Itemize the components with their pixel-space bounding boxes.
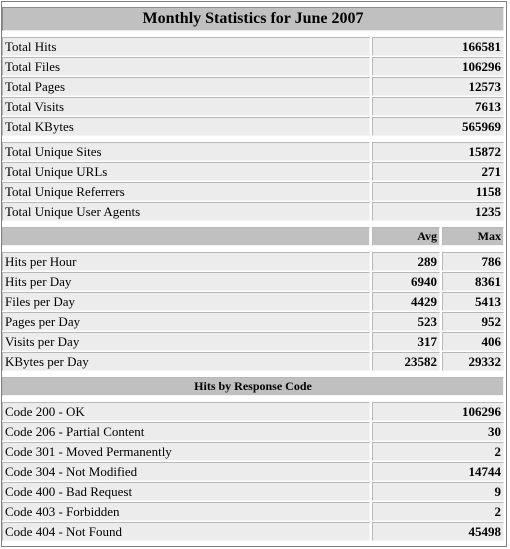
row-value: 9	[372, 482, 504, 501]
row-value: 271	[372, 162, 504, 181]
row-avg-value: 289	[372, 252, 440, 271]
row-label: Code 206 - Partial Content	[2, 422, 370, 441]
row-label: Total Hits	[2, 37, 370, 56]
response-code-section-header: Hits by Response Code	[2, 377, 504, 396]
table-row	[2, 162, 504, 181]
table-row	[2, 77, 504, 96]
table-row	[2, 57, 504, 76]
avg-column-header: Avg	[372, 227, 440, 246]
row-value: 166581	[372, 37, 504, 56]
row-label: Pages per Day	[2, 312, 370, 331]
table-row	[2, 97, 504, 116]
table-row	[2, 292, 504, 311]
table-row	[2, 182, 504, 201]
row-max-value: 5413	[442, 292, 504, 311]
row-label: Code 304 - Not Modified	[2, 462, 370, 481]
table-row	[2, 272, 504, 291]
table-row	[2, 117, 504, 136]
row-label: Hits per Day	[2, 272, 370, 291]
row-value: 565969	[372, 117, 504, 136]
row-label: Total Files	[2, 57, 370, 76]
row-label: Total Pages	[2, 77, 370, 96]
table-row	[2, 482, 504, 501]
row-value: 1158	[372, 182, 504, 201]
row-value: 2	[372, 502, 504, 521]
row-value: 7613	[372, 97, 504, 116]
row-max-value: 406	[442, 332, 504, 351]
row-value: 106296	[372, 57, 504, 76]
row-value: 1235	[372, 202, 504, 221]
row-avg-value: 6940	[372, 272, 440, 291]
row-max-value: 786	[442, 252, 504, 271]
row-value: 106296	[372, 402, 504, 421]
row-label: Total KBytes	[2, 117, 370, 136]
table-row	[2, 312, 504, 331]
table-row	[2, 462, 504, 481]
row-value: 45498	[372, 522, 504, 541]
row-label: Total Unique Referrers	[2, 182, 370, 201]
row-value: 14744	[372, 462, 504, 481]
table-row	[2, 142, 504, 161]
row-label: Total Visits	[2, 97, 370, 116]
table-row	[2, 352, 504, 371]
row-avg-value: 23582	[372, 352, 440, 371]
row-label: Code 404 - Not Found	[2, 522, 370, 541]
row-max-value: 29332	[442, 352, 504, 371]
table-row	[2, 422, 504, 441]
row-avg-value: 4429	[372, 292, 440, 311]
table-row	[2, 37, 504, 56]
row-value: 12573	[372, 77, 504, 96]
row-label: Code 301 - Moved Permanently	[2, 442, 370, 461]
row-label: Total Unique URLs	[2, 162, 370, 181]
table-row	[2, 202, 504, 221]
table-title: Monthly Statistics for June 2007	[2, 7, 504, 31]
row-avg-value: 317	[372, 332, 440, 351]
row-label: Hits per Hour	[2, 252, 370, 271]
rates-header-row	[2, 227, 504, 246]
row-label: KBytes per Day	[2, 352, 370, 371]
row-value: 30	[372, 422, 504, 441]
row-label: Total Unique Sites	[2, 142, 370, 161]
table-row	[2, 502, 504, 521]
row-label: Code 400 - Bad Request	[2, 482, 370, 501]
row-label: Code 200 - OK	[2, 402, 370, 421]
table-row	[2, 402, 504, 421]
row-label: Total Unique User Agents	[2, 202, 370, 221]
row-label: Files per Day	[2, 292, 370, 311]
table-row	[2, 442, 504, 461]
row-max-value: 952	[442, 312, 504, 331]
row-avg-value: 523	[372, 312, 440, 331]
row-value: 2	[372, 442, 504, 461]
rates-header-blank	[2, 227, 370, 246]
table-row	[2, 522, 504, 541]
row-value: 15872	[372, 142, 504, 161]
table-row	[2, 252, 504, 271]
response-header-row	[2, 377, 504, 396]
row-max-value: 8361	[442, 272, 504, 291]
max-column-header: Max	[442, 227, 504, 246]
row-label: Code 403 - Forbidden	[2, 502, 370, 521]
table-row	[2, 332, 504, 351]
row-label: Visits per Day	[2, 332, 370, 351]
